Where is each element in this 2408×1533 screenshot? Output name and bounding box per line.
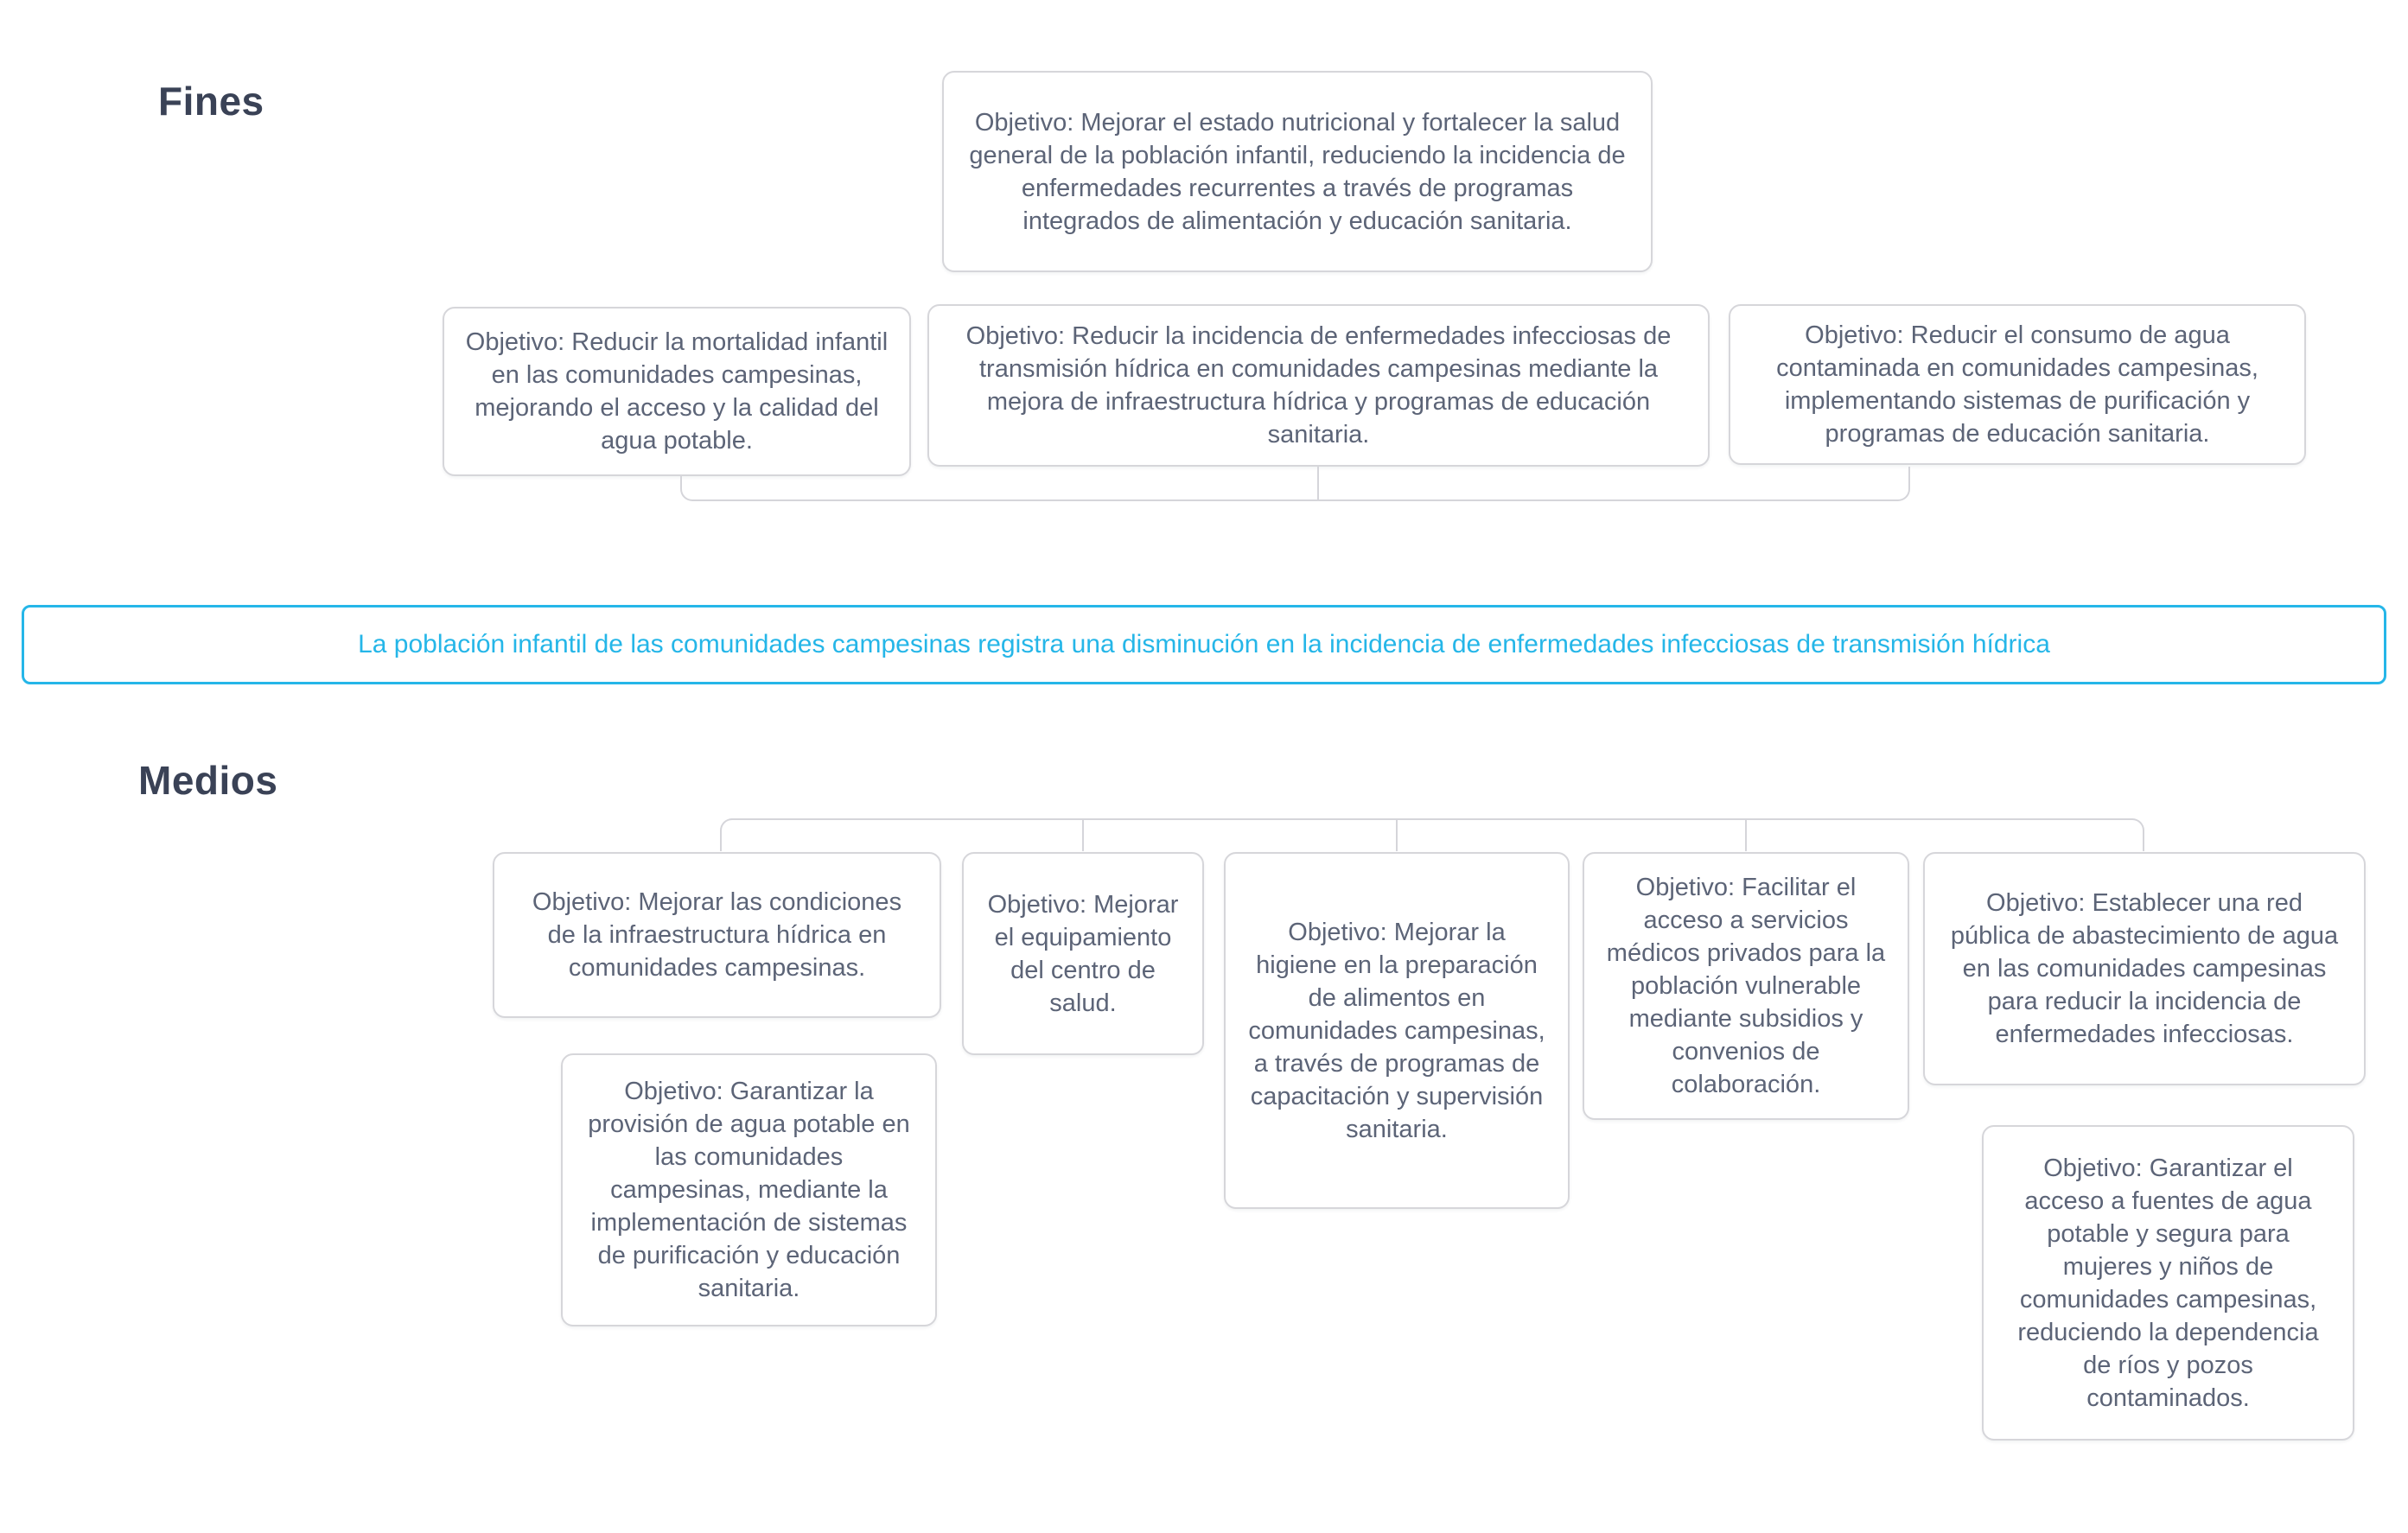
medios-sub-node-1[interactable]: Objetivo: Garantizar la provisión de agua potable en las comunidades campesinas, mediante la implementación de sistemas de purificación y educación sanitaria. [561,1053,937,1326]
medios-connector-stub-4 [1745,818,1747,851]
medios-section-heading: Medios [138,758,278,803]
medios-child-node-2[interactable]: Objetivo: Mejorar el equipamiento del centro de salud. [962,852,1204,1055]
medios-connector-stub-2 [1082,818,1084,851]
medios-child-node-4[interactable]: Objetivo: Facilitar el acceso a servicios médicos privados para la población vulnerable mediante subsidios y convenios de colaboración. [1583,852,1909,1120]
medios-connector-stub-3 [1396,818,1398,851]
fines-root-node[interactable]: Objetivo: Mejorar el estado nutricional y fortalecer la salud general de la población infantil, reduciendo la incidencia de enfermedades recurrentes a través de programas integrados de alimentación y educación sanitaria. [942,71,1653,272]
fines-child-node-3[interactable]: Objetivo: Reducir el consumo de agua contaminada en comunidades campesinas, implementando sistemas de purificación y programas de educación sanitaria. [1729,304,2306,465]
fines-connector-left [680,476,1318,501]
fines-child-node-2[interactable]: Objetivo: Reducir la incidencia de enfermedades infecciosas de transmisión hídrica en comunidades campesinas mediante la mejora de infraestructura hídrica y programas de educación sanitaria. [927,304,1710,467]
fines-child-node-1[interactable]: Objetivo: Reducir la mortalidad infantil en las comunidades campesinas, mejorando el acceso y la calidad del agua potable. [443,307,911,476]
fines-connector-right [1318,467,1910,501]
medios-child-node-1[interactable]: Objetivo: Mejorar las condiciones de la infraestructura hídrica en comunidades campesinas. [493,852,941,1018]
problem-statement-box[interactable]: La población infantil de las comunidades campesinas registra una disminución en la incidencia de enfermedades infecciosas de transmisión hídrica [22,605,2386,684]
medios-sub-node-2[interactable]: Objetivo: Garantizar el acceso a fuentes de agua potable y segura para mujeres y niños de comunidades campesinas, reduciendo la dependencia de ríos y pozos contaminados. [1982,1125,2354,1441]
medios-connector-bus [1083,818,1747,820]
fines-section-heading: Fines [158,79,264,124]
fines-connector-center-stub [1317,467,1319,501]
medios-child-node-5[interactable]: Objetivo: Establecer una red pública de abastecimiento de agua en las comunidades campesinas para reducir la incidencia de enfermedades infecciosas. [1923,852,2366,1085]
medios-child-node-3[interactable]: Objetivo: Mejorar la higiene en la preparación de alimentos en comunidades campesinas, a través de programas de capacitación y supervisión sanitaria. [1224,852,1570,1209]
medios-connector-left [720,818,1083,851]
medios-connector-right [1746,818,2144,851]
